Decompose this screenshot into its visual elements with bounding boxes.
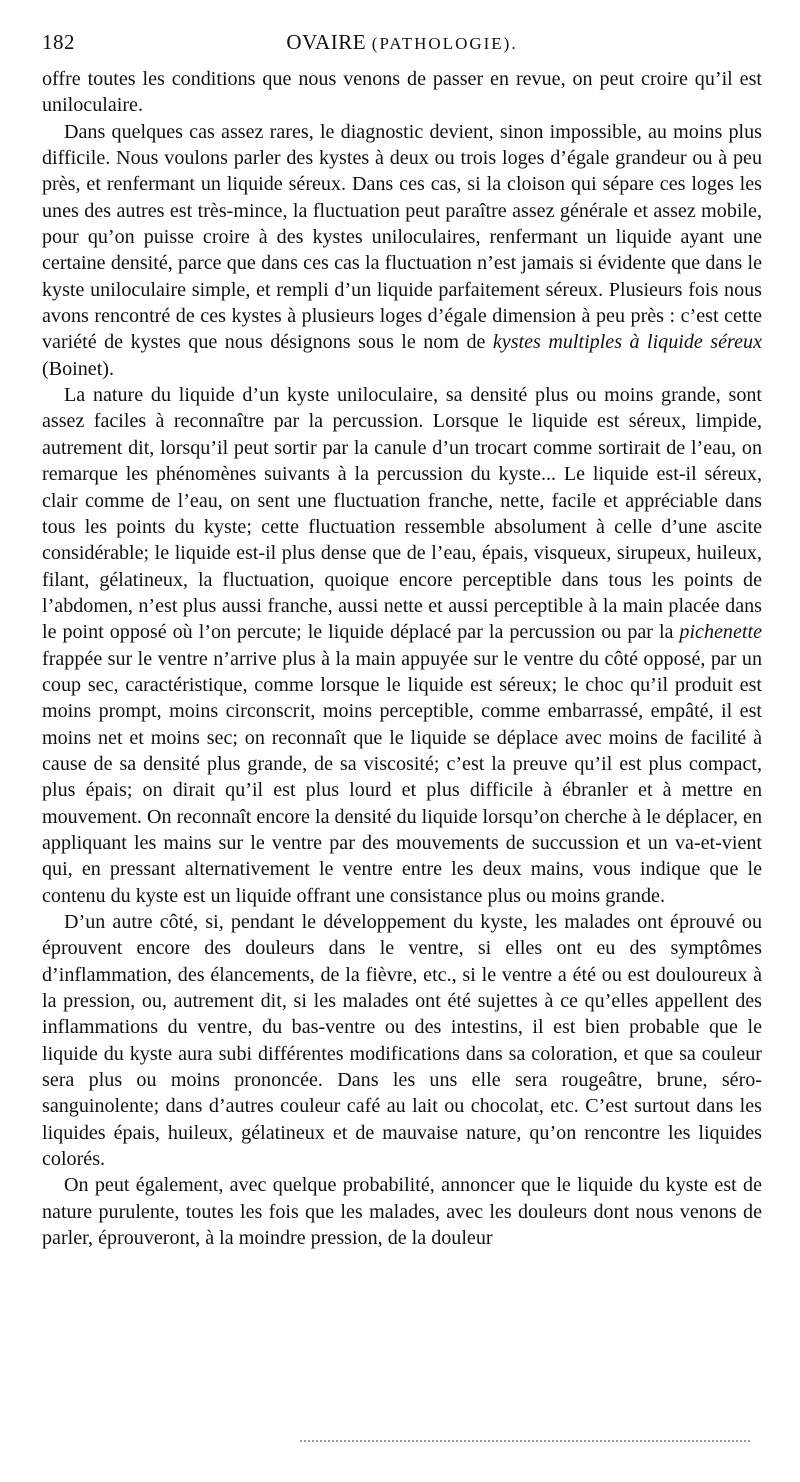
paragraph-text: La nature du liquide d’un kyste uniloculaire, sa densité plus ou moins grande, sont assez faciles à reconnaître par la percussion. Lorsque le liquide est séreux, limpide, autrement dit, lorsqu’il peut sortir par la canule d’un trocart comme sortirait de l’eau, on remarque les phénomènes suivants à la percussion du kyste... Le liquide est-il séreux, clair comme de l’eau, on sent une fluctuation franche, nette, facile et appréciable dans tous les points du kyste; cette fluctuation ressemble absolument à celle d’une ascite considérable; le liquide est-il plus dense que de l’eau, épais, visqueux, sirupeux, huileux, filant, gélatineux, la fluctuation, quoique encore perceptible dans tous les points de l’abdomen, n’est plus aussi franche, aussi nette et aussi perceptible à la main placée dans le point opposé où l’on percute; le liquide déplacé par la percussion ou par la: [42, 384, 762, 644]
italic-term: kystes multiples à liquide séreux: [492, 331, 762, 354]
paragraph-3: [42, 382, 762, 909]
page-header: [42, 30, 762, 62]
paragraph-text: On peut également, avec quelque probabilité, annoncer que le liquide du kyste est de nature purulente, toutes les fois que les malades, avec les douleurs dont nous venons de parler, éprouveront, à la moindre pression, de la douleur: [42, 1174, 762, 1250]
running-head-title: OVAIRE: [286, 30, 367, 54]
paragraph-4: [42, 909, 762, 1172]
print-artifact-dots: [300, 1440, 750, 1445]
paragraph-text: frappée sur le ventre n’arrive plus à la main appuyée sur le ventre du côté opposé, par un coup sec, caractéristique, comme lorsque le liquide est séreux; le choc qu’il produit est moins prompt, moins circonscrit, moins perceptible, comme embarrassé, empâté, il est moins net et moins sec; on reconnaît que le liquide se déplace avec moins de facilité à cause de sa densité plus grande, de sa viscosité; c’est la preuve qu’il est plus compact, plus épais; on dirait qu’il est plus lourd et plus difficile à ébranler et à mettre en mouvement. On reconnaît encore la densité du liquide lorsqu’on cherche à le déplacer, en appliquant les mains sur le ventre par des mouvements de succussion et un va-et-vient qui, en pressant alternativement le ventre entre les deux mains, vous indique que le contenu du kyste est un liquide offrant une consistance plus ou moins grande.: [42, 647, 762, 907]
paragraph-text: offre toutes les conditions que nous venons de passer en revue, on peut croire qu’il est uniloculaire.: [42, 68, 762, 117]
paragraph-5: [42, 1172, 762, 1251]
italic-term: pichenette: [679, 621, 762, 644]
paragraph-text: Dans quelques cas assez rares, le diagnostic devient, sinon impossible, au moins plus difficile. Nous voulons parler des kystes à deux ou trois loges d’égale grandeur ou à peu près, et renfermant un liquide séreux. Dans ces cas, si la cloison qui sépare ces loges les unes des autres est très-mince, la fluctuation peut paraître assez générale et assez mobile, pour qu’on puisse croire à des kystes uniloculaires, renfermant un liquide ayant une certaine densité, parce que dans ces cas la fluctuation n’est jamais si évidente que dans le kyste uniloculaire simple, et rempli d’un liquide parfaitement séreux. Plusieurs fois nous avons rencontré de ces kystes à plusieurs loges d’égale dimension à peu près : c’est cette variété de kystes que nous désignons sous le nom de: [42, 120, 762, 354]
paragraph-text: (Boinet).: [42, 357, 114, 380]
paragraph-text: D’un autre côté, si, pendant le développement du kyste, les malades ont éprouvé ou éprouvent encore des douleurs dans le ventre, si elles ont eu des symptômes d’inflammation, des élancements, de la fièvre, etc., si le ventre a été ou est douloureux à la pression, ou, autrement dit, si les malades ont été sujettes à ce qu’elles appellent des inflammations du ventre, du bas-ventre ou des intestins, il est bien probable que le liquide du kyste aura subi différentes modifications dans sa coloration, et que sa couleur sera plus ou moins prononcée. Dans les uns elle sera rougeâtre, brune, séro-sanguinolente; dans d’autres couleur café au lait ou chocolat, etc. C’est surtout dans les liquides épais, huileux, gélatineux et de mauvaise nature, qu’on rencontre les liquides colorés.: [42, 911, 762, 1171]
running-head-subtitle: (PATHOLOGIE).: [371, 34, 518, 53]
body-text: [42, 66, 762, 1251]
paragraph-2: [42, 119, 762, 382]
running-head: [42, 30, 762, 55]
page-number: 182: [42, 30, 75, 54]
paragraph-1: [42, 66, 762, 119]
